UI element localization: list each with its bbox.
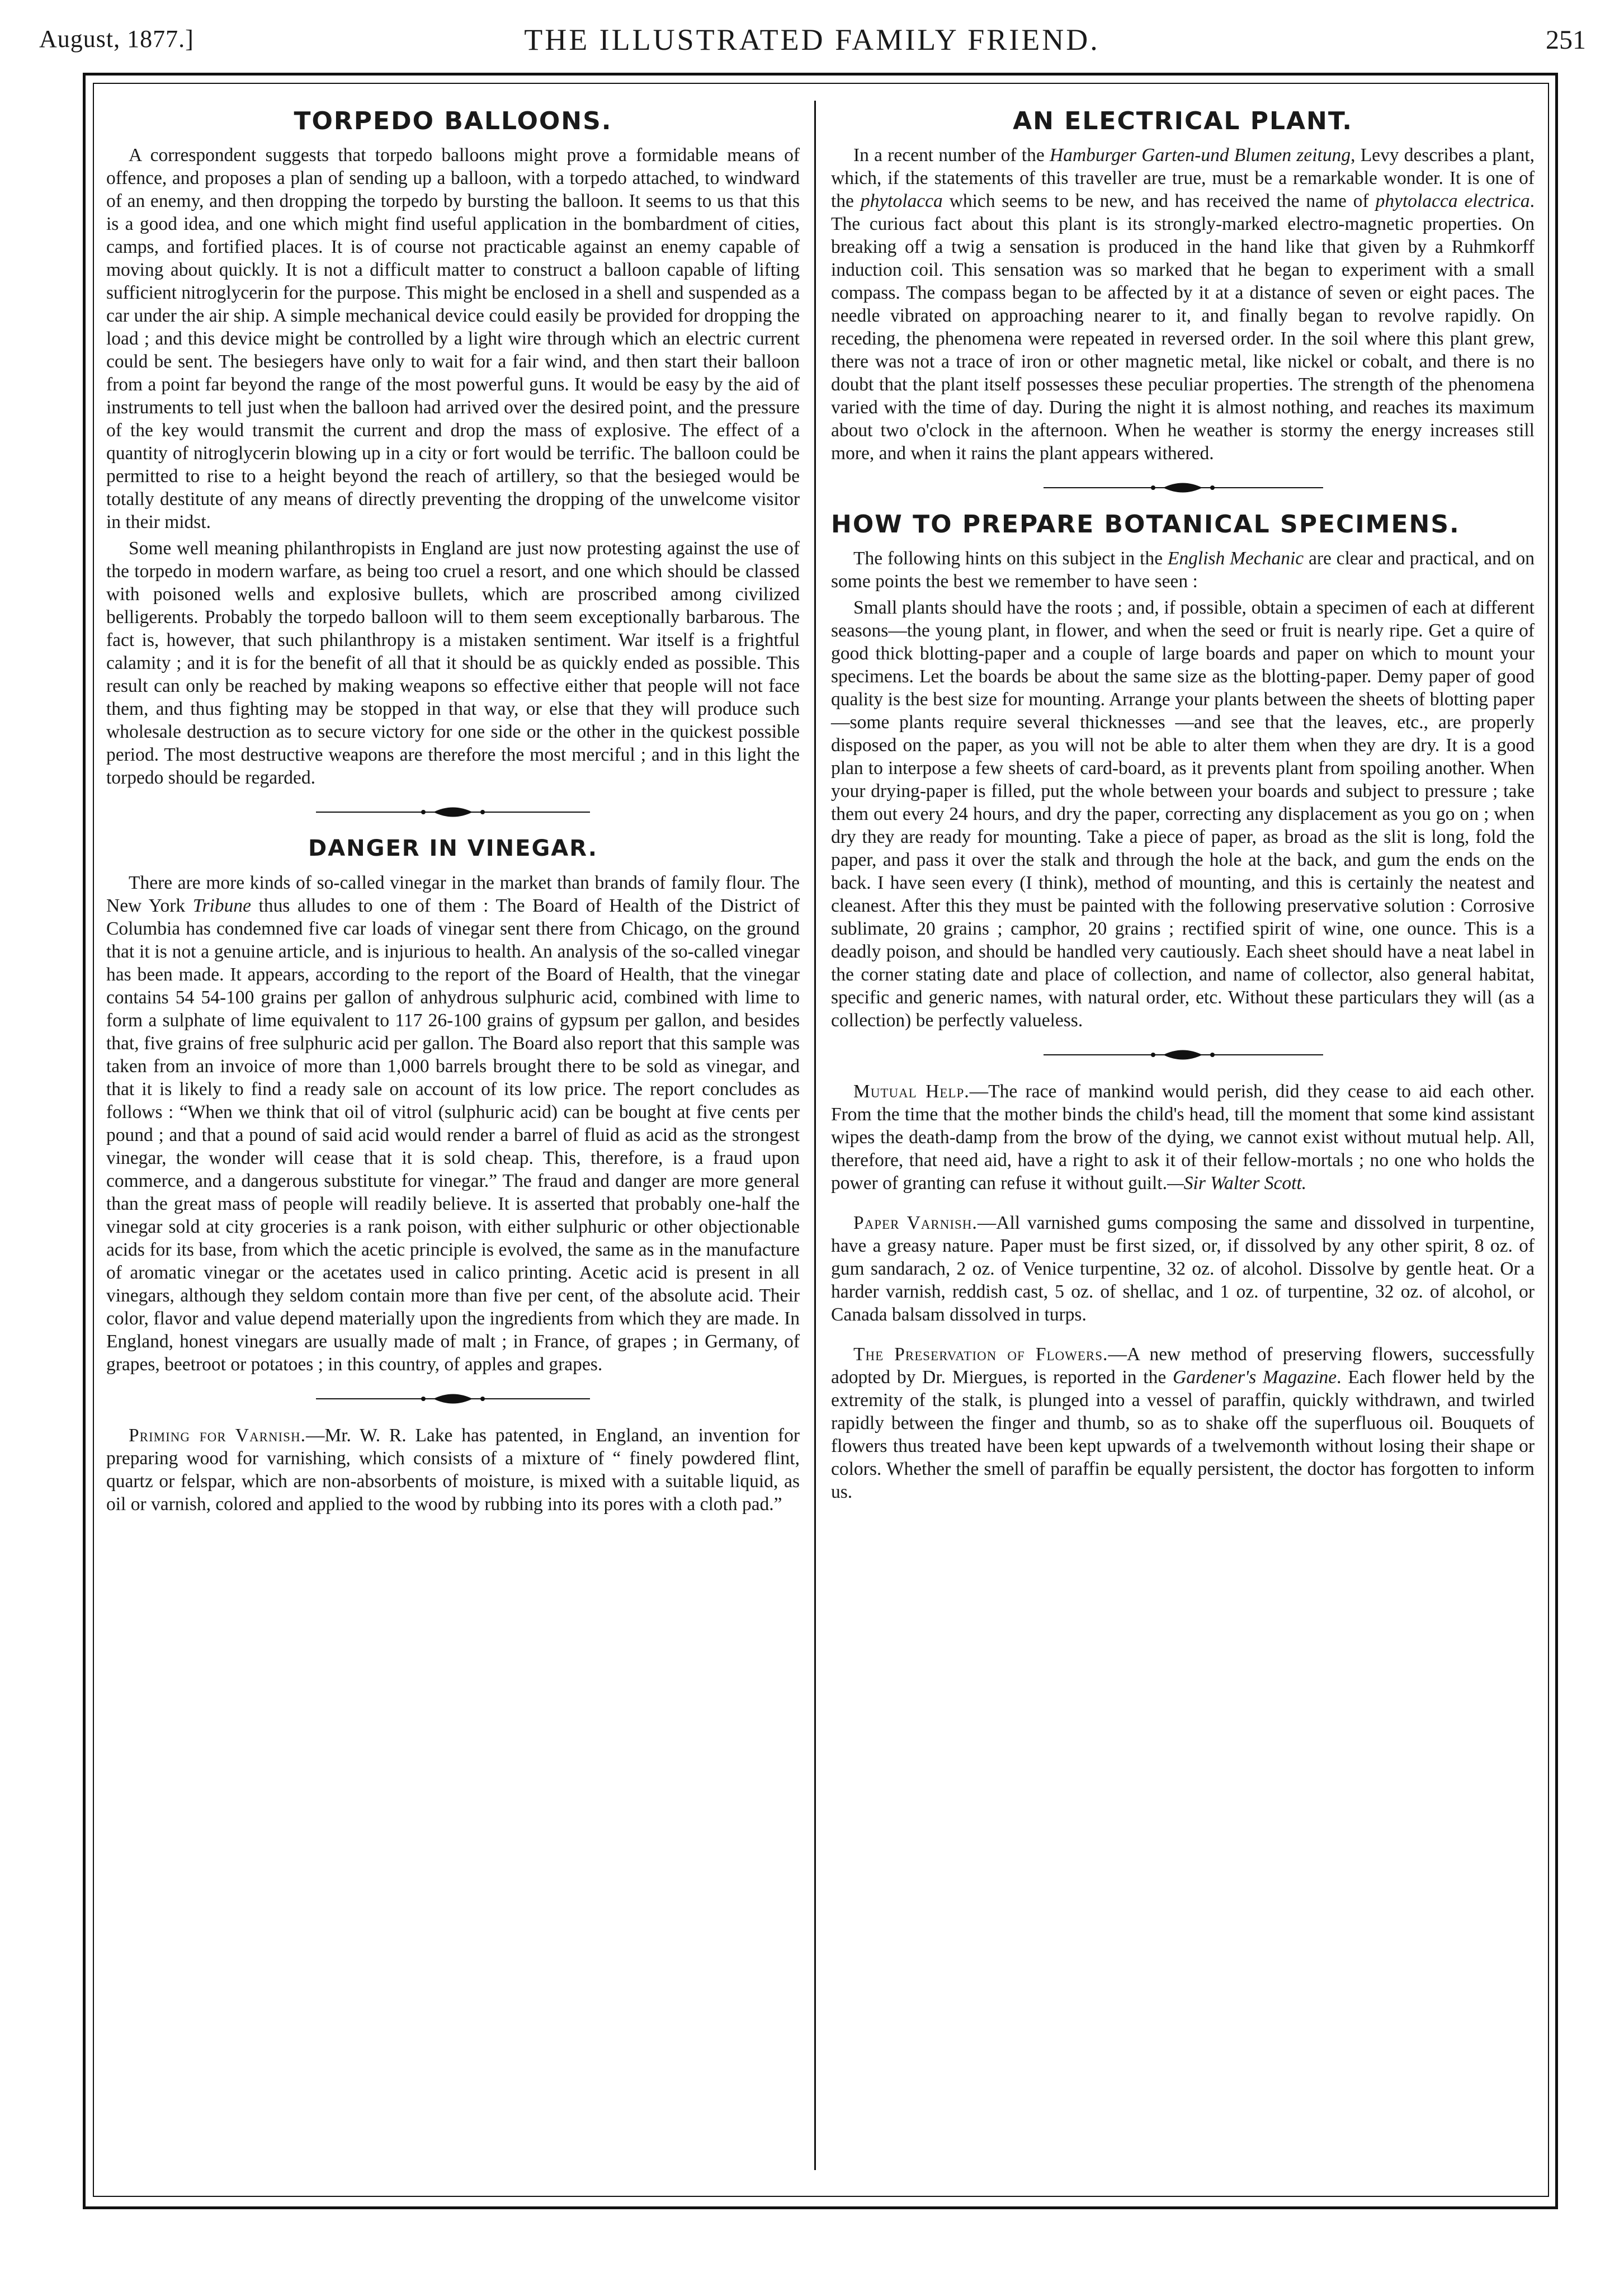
page-number: 251: [1546, 25, 1586, 55]
running-head: [0, 0, 1624, 67]
species-name: phytolacca: [860, 191, 943, 211]
text-run: —All varnished gums composing the same and dissolved in turpentine, have a greasy nature. Paper must be first sized, or, if dissolved by any other spirit, 8 oz. of gum sandarach, 2 oz. of Venice turpentine, 32 oz. of alcohol. Dissolve by gentle heat. Or a harder varnish, reddish cast, 5 oz. of shellac, and 1 oz. of turpentine, 32 oz. of alcohol, or Canada balsam dissolved in turps.: [831, 1213, 1535, 1325]
article-paragraph: [831, 144, 1535, 465]
article-mutual-help: [831, 1080, 1535, 1195]
article-heading: HOW TO PREPARE BOTANICAL SPECIMENS.: [831, 510, 1460, 539]
newspaper-name: Tribune: [192, 895, 251, 916]
text-run: —The race of mankind would perish, did they cease to aid each other. From the time that the mother binds the child's head, till the moment that some kind assistant wipes the death-damp from the brow of the dying, we cannot exist without mutual help. All, therefore, that need aid, have a right to ask it of their fellow-mortals ; no one who holds the power of granting can refuse it without guilt.: [831, 1081, 1535, 1194]
paragraph-lead: Priming for Varnish.: [129, 1425, 306, 1446]
article-paragraph: Small plants should have the roots ; and, if possible, obtain a specimen of each at different seasons—the young plant, in flower, and when the seed or fruit is nearly ripe. Get a quire of good thick blotting-paper and a couple of large boards and paper on which to mount your specimens. Let the boards be about the same size as the blotting-paper. Demy paper of good quality is the best size for mounting. Arrange your plants between the sheets of blotting paper—some plants require several thicknesses —and see that the leaves, etc., are properly disposed on the paper, as you will not be able to alter them when they are dry. It is a good plan to interpose a few sheets of card-board, as it prevents plant from spoiling another. When your drying-paper is filled, put the whole between your boards and subject to pressure ; take them out every 24 hours, and dry the paper, correcting any displacement as you go on ; when dry they are ready for mounting. Take a piece of paper, as broad as the slit is long, fold the paper, and pass it over the stalk and through the hole at the back, and gum the ends on the back. I have seen every (I think), method of mounting, and this is certainly the neatest and cleanest. After this they must be painted with the following preservative solution : Corrosive sublimate, 20 grains ; camphor, 20 grains ; rectified spirit of wine, one ounce. This is a deadly poison, and should be handled very cautiously. Each sheet should have a neat label in the corner stating date and place of collection, and name of collector, also general habitat, specific and generic names, with natural order, etc. Without these particulars they will (as a collection) be perfectly valueless.: [831, 597, 1535, 1031]
text-run: . The curious fact about this plant is its strongly-marked electro-magnetic properties. On breaking off a twig a sensation is produced in the hand like that given by a Ruhmkorff induction coil. This sensation was so marked that he began to experiment with a small compass. The compass began to be affected by it at a distance of seven or eight paces. The needle vibrated on approaching nearer to it, and finally began to revolve rapidly. On receding, the phenomena were repeated in reversed order. In the soil where this plant grew, there was not a trace of iron or other magnetic metal, like nickel or cobalt, and there is no doubt that the plant itself possesses these peculiar properties. The strength of the phenomena varied with the time of day. During the night it is almost nothing, and reaches its maximum about two o'clock in the afternoon. When he weather is stormy the energy increases still more, and when it rains the plant appears withered.: [831, 191, 1535, 464]
article-danger-in-vinegar: [106, 837, 800, 1376]
right-column: [831, 107, 1535, 1503]
article-paragraph: [106, 871, 800, 1376]
article-botanical-specimens: [831, 510, 1535, 1032]
article-preservation-of-flowers: [831, 1343, 1535, 1503]
text-run: In a recent number of the: [853, 145, 1050, 166]
issue-date: August, 1877.]: [39, 25, 194, 53]
left-column: [106, 107, 800, 1516]
article-electrical-plant: [831, 107, 1535, 465]
article-torpedo-balloons: [106, 107, 800, 789]
section-divider-ornament: [831, 1042, 1535, 1068]
article-paragraph: A correspondent suggests that torpedo balloons might prove a formidable means of offence, and proposes a plan of sending up a balloon, with a torpedo attached, to windward of an enemy, and then dropping the torpedo by bursting the balloon. It seems to us that this is a good idea, and one which might find useful application in the bombardment of cities, camps, and fortified places. It is of course not practicable against an enemy capable of moving about quickly. It is not a difficult matter to construct a balloon capable of lifting sufficient nitroglycerin for the purpose. This might be enclosed in a shell and suspended as a car under the air ship. A simple mechanical device could easily be provided for dropping the load ; and this device might be controlled by a light wire through which an electric current could be sent. The besiegers have only to wait for a fair wind, and then start their balloon from a point far beyond the range of the most powerful guns. It would be easy by the aid of instruments to tell just when the balloon had arrived over the desired point, and the pressure of the key would transmit the current and drop the mass of explosive. The effect of a quantity of nitroglycerin blowing up in a city or fort would be terrific. The balloon could be permitted to rise to a height beyond the reach of artillery, so that the besieged would be totally destitute of any means of directly preventing the dropping of the unwelcome visitor in their midst.: [106, 145, 800, 532]
article-heading: AN ELECTRICAL PLANT.: [1013, 107, 1353, 135]
article-paragraph: [831, 1211, 1535, 1326]
text-run: —A new method of preserving flowers, successfully adopted by Dr. Miergues, is reported in the: [831, 1344, 1535, 1388]
journal-name: Hamburger Garten-und Blumen zeitung: [1050, 145, 1351, 166]
text-run: thus alludes to one of them : The Board of Health of the District of Columbia has condemned five car loads of vinegar sent there from Chicago, on the ground that it is not a genuine article, and is injurious to health. An analysis of the so-called vinegar has been made. It appears, according to the report of the Board of Health, that the vinegar contains 54 54-100 grains per gallon of anhydrous sulphuric acid, combined with lime to form a sulphate of lime equivalent to 117 26-100 grains of gypsum per gallon, and besides that, five grains of free sulphuric acid per gallon. The Board also report that this sample was taken from an invoice of more than 1,000 barrels brought there to be sold as vinegar, and that it is likely to find a ready sale on account of its low price. The report concludes as follows : “When we think that oil of vitrol (sulphuric acid) can be bought at five cents per pound ; and that a pound of said acid would render a barrel of fluid as acid as the strongest vinegar, the wonder will cease that it is sold cheap. This, therefore, is a fraud upon commerce, and a dangerous substitute for vinegar.” The fraud and danger are more general than the great mass of people will readily believe. It is asserted that probably one-half the vinegar sold at city groceries is a rank poison, with either sulphuric or other objectionable acids for its base, from which the acetic principle is evolved, the same as in the manufacture of aromatic vinegar or the acetates used in calico printing. Acetic acid is present in all vinegars, although they seldom contain more than five per cent, of the absolute acid. Their color, flavor and value depend materially upon the ingredients from which they are made. In England, honest vinegars are usually made of malt ; in France, of grapes ; in Germany, of grapes, beetroot or potatoes ; in this country, of apples and grapes.: [106, 895, 800, 1375]
article-paragraph: [831, 547, 1535, 593]
journal-name: Gardener's Magazine: [1173, 1367, 1337, 1388]
publication-title: THE ILLUSTRATED FAMILY FRIEND.: [524, 23, 1100, 56]
journal-name: English Mechanic: [1167, 548, 1304, 569]
text-run: are clear and practical, and on some points the best we remember to have seen :: [831, 548, 1535, 592]
text-run: There are more kinds of so-called vinegar in the market than brands of family flour. The New York: [106, 873, 800, 916]
section-divider-ornament: [831, 475, 1535, 501]
section-divider-ornament: [106, 1386, 800, 1412]
text-run: —Mr. W. R. Lake has patented, in England, an invention for preparing wood for varnishing, which consists of a mixture of “ finely powdered flint, quartz or felspar, which are non-absorbents of moisture, is mixed with a suitable liquid, as oil or varnish, colored and applied to the wood by rubbing into its pores with a cloth pad.”: [106, 1425, 800, 1515]
paragraph-lead: Paper Varnish.: [853, 1213, 978, 1233]
attribution: —Sir Walter Scott.: [1167, 1173, 1307, 1194]
text-run: The following hints on this subject in the: [853, 548, 1168, 569]
article-paragraph: [106, 1424, 800, 1516]
article-paragraph: [831, 1343, 1535, 1503]
text-run: which seems to be new, and has received the name of: [942, 191, 1376, 211]
article-paper-varnish: [831, 1211, 1535, 1326]
text-run: , Levy describes a plant, which, if the statements of this traveller are true, must be a remarkable wonder. It is one of the: [831, 145, 1535, 211]
paragraph-lead: The Preservation of Flowers.: [853, 1344, 1108, 1365]
article-priming-for-varnish: [106, 1424, 800, 1516]
paragraph-lead: Mutual Help.: [853, 1081, 970, 1102]
text-run: . Each flower held by the extremity of the stalk, is plunged into a vessel of paraffin, quickly withdrawn, and twirled rapidly between the finger and thumb, so as to shake off the superfluous oil. Bouquets of flowers thus treated have been kept upwards of a twelvemonth without losing their shape or colors. Whether the smell of paraffin be equally persistent, the doctor has forgotten to inform us.: [831, 1367, 1535, 1502]
column-rule: [814, 101, 816, 2170]
article-paragraph: [831, 1080, 1535, 1195]
section-divider-ornament: [106, 799, 800, 825]
species-name: phytolacca electrica: [1375, 191, 1530, 211]
article-heading: TORPEDO BALLOONS.: [294, 107, 612, 135]
article-heading: DANGER IN VINEGAR.: [308, 836, 598, 861]
article-paragraph: Some well meaning philanthropists in England are just now protesting against the use of the torpedo in modern warfare, as being too cruel a resort, and one which should be classed with poisoned wells and explosive bullets, which are proscribed among civilized belligerents. Probably the torpedo balloon will to them seem exceptionally barbarous. The fact is, however, that such philanthropy is a mistaken sentiment. War itself is a frightful calamity ; and it is for the benefit of all that it should be as quickly ended as possible. This result can only be reached by making weapons so effective either that people will not face them, and thus fighting may be stopped in that way, or else that they will produce such wholesale destruction as to secure victory for one side or the other in the quickest possible period. The most destructive weapons are therefore the most merciful ; and in this light the torpedo should be regarded.: [106, 538, 800, 788]
